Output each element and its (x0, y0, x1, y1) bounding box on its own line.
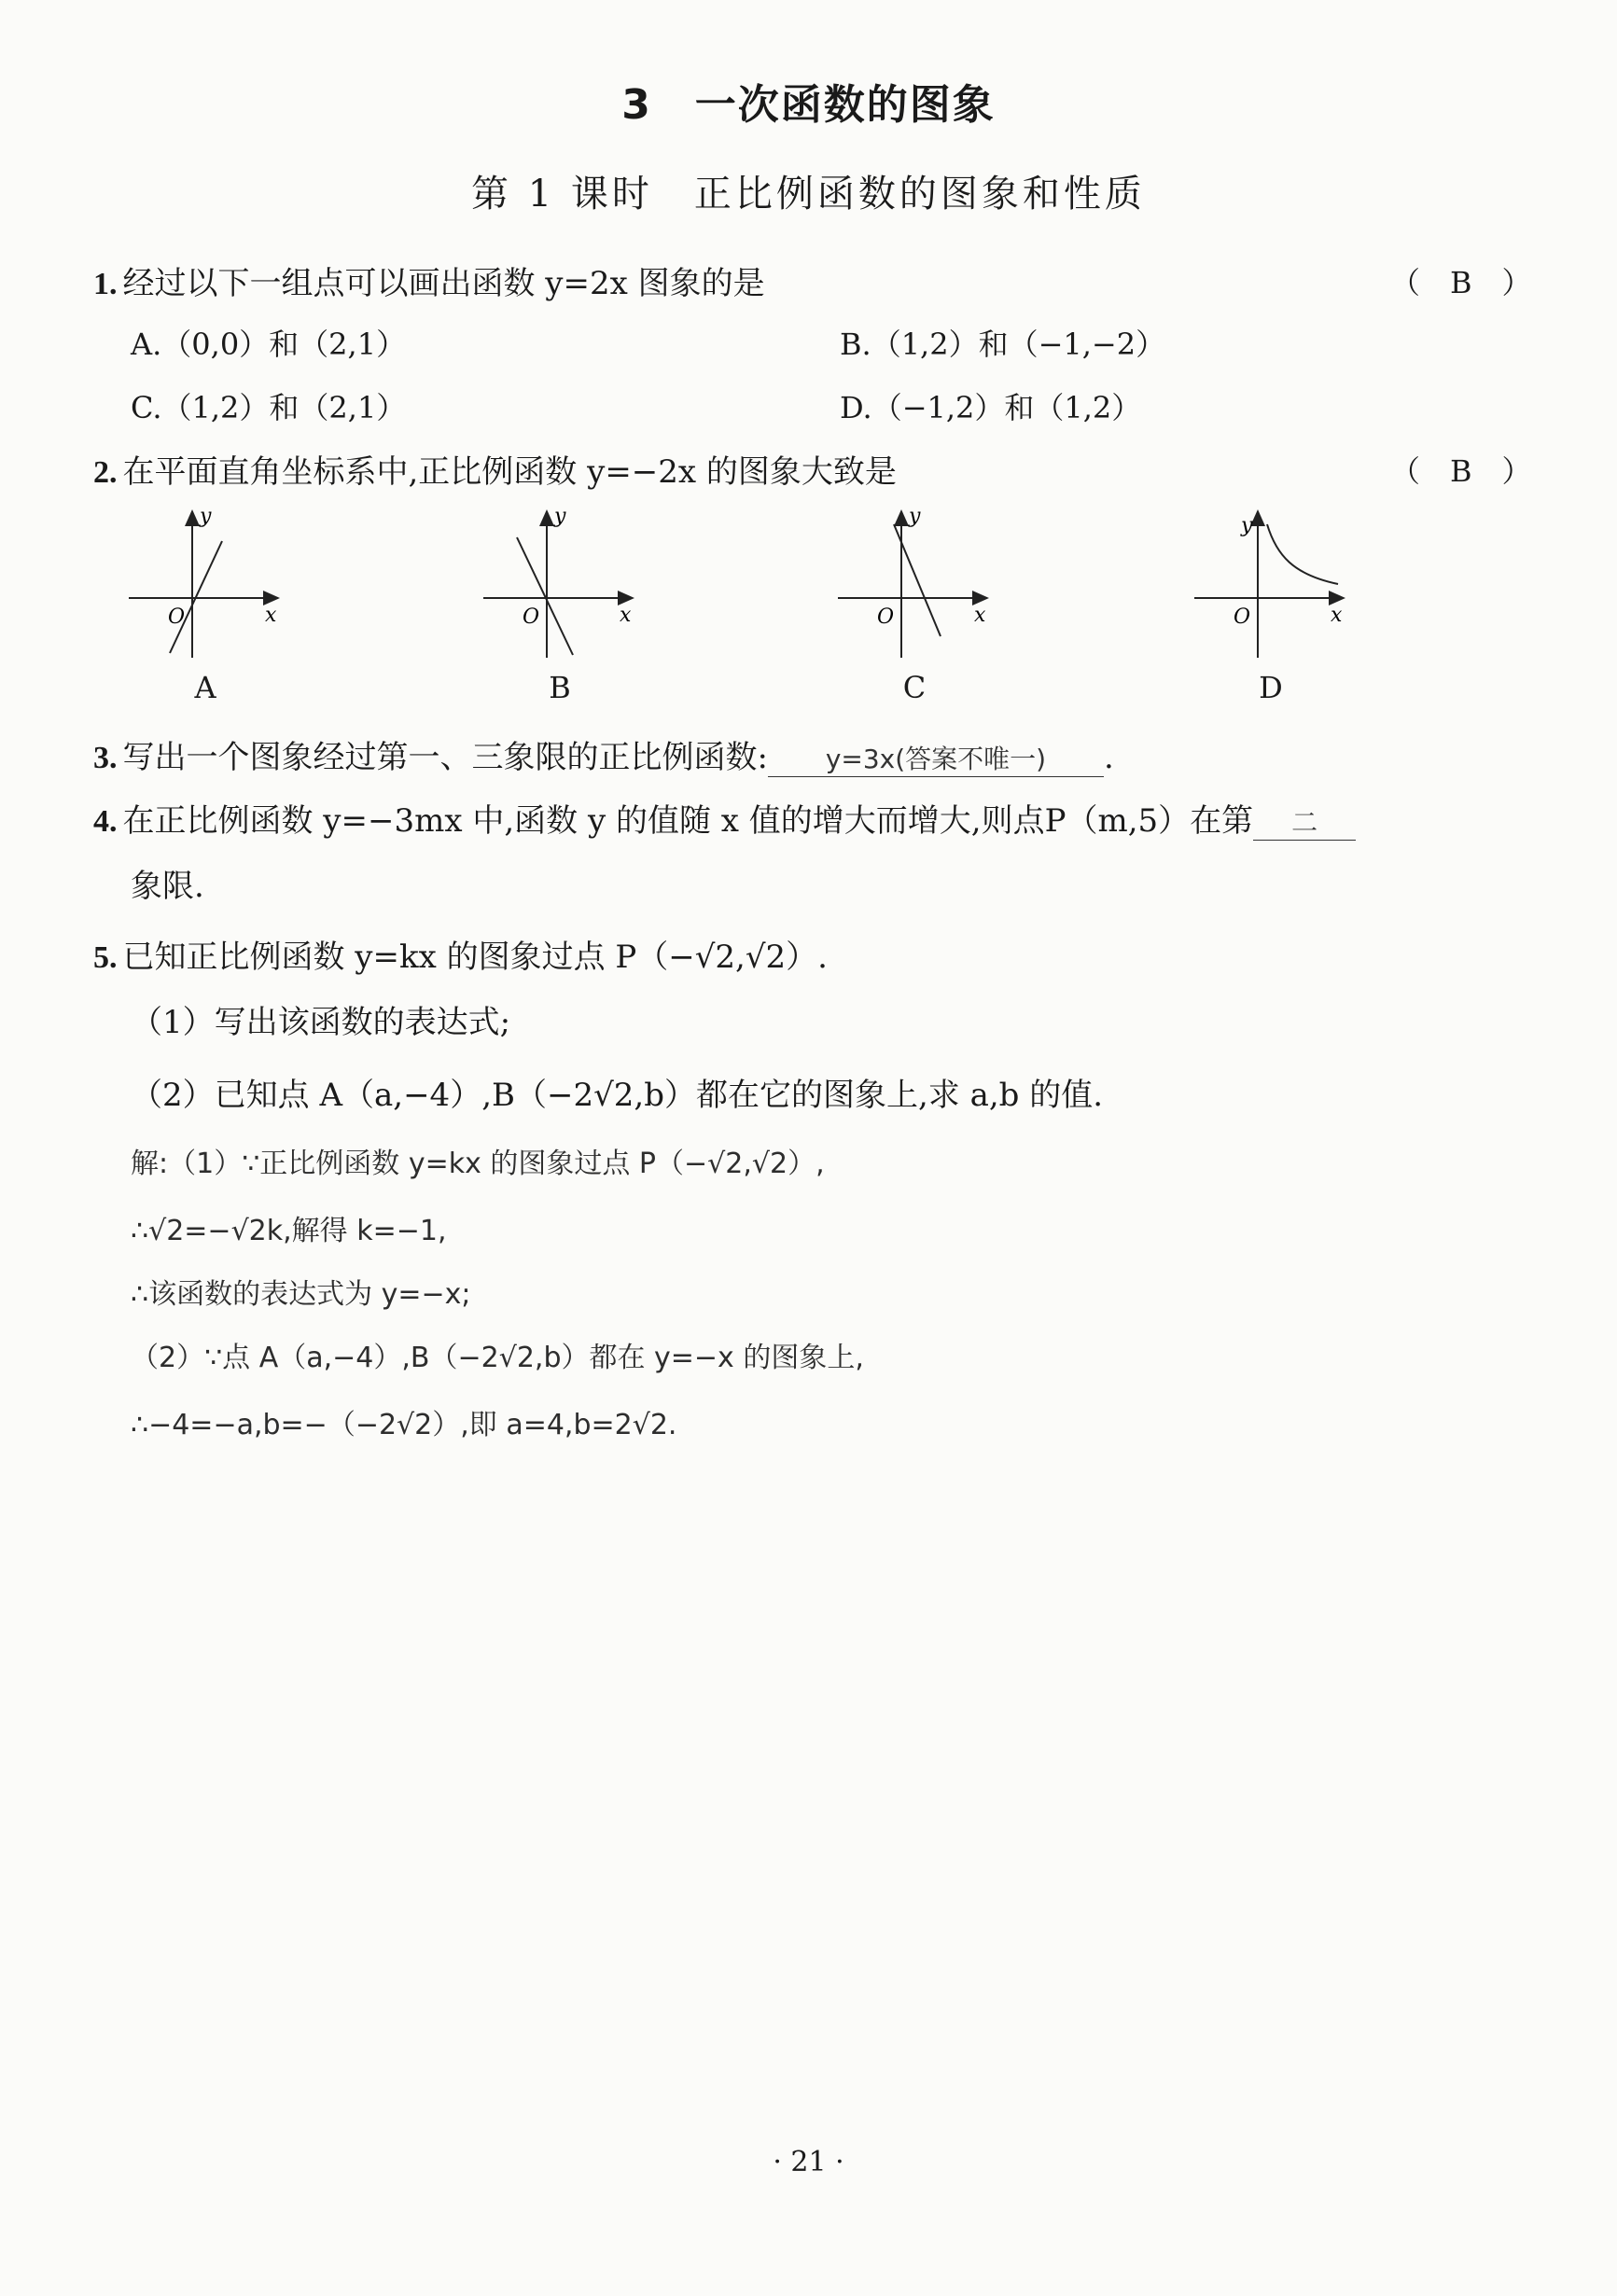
graph-b (476, 504, 644, 662)
x-label: x (265, 604, 277, 627)
question-number: 2. (93, 455, 118, 490)
question-number: 3. (93, 741, 118, 775)
lesson-title: 第 1 课时 正比例函数的图象和性质 (471, 173, 1146, 216)
y-label: y (1241, 514, 1253, 537)
question-text: 在平面直角坐标系中,正比例函数 y=−2x 的图象大致是 (122, 453, 897, 491)
y-label: y (200, 505, 212, 528)
origin-label: O (523, 605, 540, 629)
solution-line-1: 解:（1）∵正比例函数 y=kx 的图象过点 P（−√2,√2）, (131, 1148, 825, 1180)
question-5-part-1: （1）写出该函数的表达式; (131, 1004, 511, 1041)
question-number: 5. (93, 940, 118, 975)
x-label: x (1331, 604, 1343, 627)
question-3 (93, 731, 1114, 777)
option-c: C.（1,2）和（2,1） (131, 390, 407, 425)
question-1 (93, 257, 765, 303)
question-4-line-2: 象限. (131, 868, 204, 905)
question-5-part-2: （2）已知点 A（a,−4）,B（−2√2,b）都在它的图象上,求 a,b 的值. (131, 1077, 1104, 1114)
solution-line-5: ∴−4=−a,b=−（−2√2）,即 a=4,b=2√2. (131, 1409, 677, 1441)
option-a: A.（0,0）和（2,1） (131, 327, 407, 362)
graph-line (517, 537, 573, 655)
question-text: 写出一个图象经过第一、三象限的正比例函数: (122, 739, 768, 776)
y-label: y (554, 505, 566, 528)
question-4 (93, 795, 1356, 841)
graph-d-label: D (1259, 670, 1283, 705)
question-text: 已知正比例函数 y=kx 的图象过点 P（−√2,√2）. (122, 939, 828, 976)
page-number: · 21 · (773, 2146, 844, 2178)
question-number: 1. (93, 267, 118, 301)
answer-blank: 二 (1253, 802, 1356, 841)
graph-b-label: B (549, 670, 571, 705)
question-text: 经过以下一组点可以画出函数 y=2x 图象的是 (122, 265, 765, 302)
answer-bracket: （ B ） (1390, 453, 1532, 489)
graph-a (121, 504, 289, 662)
question-text: 在正比例函数 y=−3mx 中,函数 y 的值随 x 值的增大而增大,则点P（m,5）在第 (122, 802, 1254, 840)
graph-a-label: A (194, 670, 216, 705)
question-end: . (1103, 739, 1114, 776)
solution-line-2: ∴√2=−√2k,解得 k=−1, (131, 1215, 447, 1247)
x-label: x (974, 604, 986, 627)
origin-label: O (168, 605, 186, 629)
option-b: B.（1,2）和（−1,−2） (840, 327, 1166, 362)
question-number: 4. (93, 804, 118, 839)
y-label: y (909, 505, 921, 528)
option-d: D.（−1,2）和（1,2） (840, 390, 1142, 425)
origin-label: O (1234, 605, 1251, 629)
graph-curve (1267, 524, 1338, 584)
answer-bracket: （ B ） (1390, 265, 1532, 300)
graph-c (830, 504, 998, 662)
solution-line-4: （2）∵点 A（a,−4）,B（−2√2,b）都在 y=−x 的图象上, (131, 1342, 864, 1374)
solution-line-3: ∴该函数的表达式为 y=−x; (131, 1278, 471, 1311)
x-label: x (620, 604, 632, 627)
question-2 (93, 446, 897, 492)
origin-label: O (877, 605, 895, 629)
answer-blank: y=3x(答案不唯一) (768, 739, 1104, 777)
chapter-title: 3 一次函数的图象 (621, 81, 996, 129)
graph-c-label: C (902, 670, 927, 705)
graph-d (1187, 504, 1355, 662)
question-5 (93, 931, 828, 977)
